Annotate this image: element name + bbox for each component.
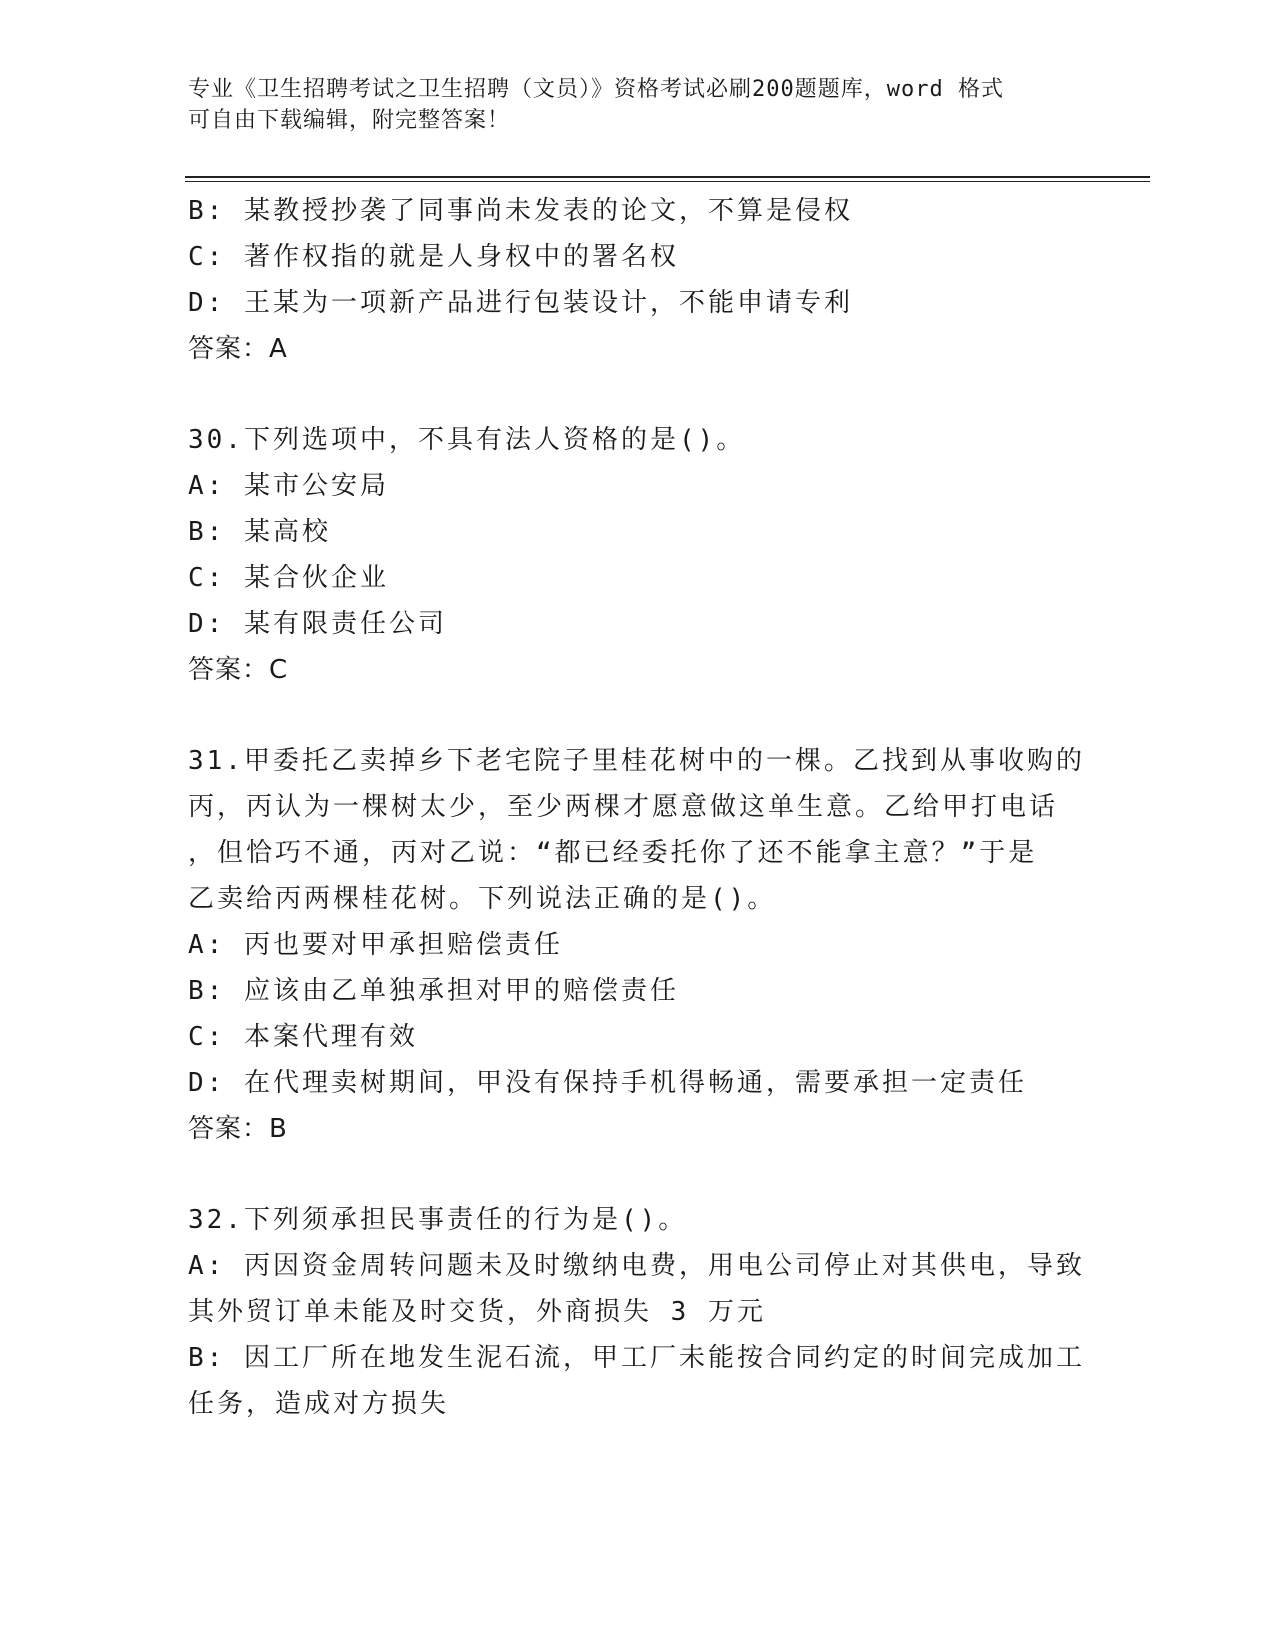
question-31 bbox=[188, 738, 1088, 1152]
option-b: B: 某高校 bbox=[188, 517, 331, 547]
question-stem-line: 乙卖给丙两棵桂花树。下列说法正确的是()。 bbox=[188, 884, 777, 914]
option-b: B: 某教授抄袭了同事尚未发表的论文，不算是侵权 bbox=[188, 196, 853, 226]
header-line-2: 可自由下载编辑，附完整答案！ bbox=[188, 108, 511, 133]
option-a: A: 丙也要对甲承担赔偿责任 bbox=[188, 930, 563, 960]
question-stem-line: ，但恰巧不通，丙对乙说：“都已经委托你了还不能拿主意？”于是 bbox=[188, 838, 1038, 868]
answer-label: 答案：A bbox=[188, 334, 288, 364]
header-line-1: 专业《卫生招聘考试之卫生招聘（文员）》资格考试必刷200题题库，word 格式 bbox=[188, 77, 1004, 102]
spacer bbox=[188, 372, 1088, 417]
answer-label: 答案：C bbox=[188, 655, 289, 685]
spacer bbox=[188, 693, 1088, 738]
header-divider-thin bbox=[185, 181, 1150, 182]
question-stem: 30.下列选项中，不具有法人资格的是()。 bbox=[188, 425, 746, 455]
option-c: C: 某合伙企业 bbox=[188, 563, 389, 593]
option-c: C: 著作权指的就是人身权中的署名权 bbox=[188, 242, 679, 272]
header-divider bbox=[185, 176, 1150, 178]
option-d: D: 某有限责任公司 bbox=[188, 609, 447, 639]
question-stem-line: 丙，丙认为一棵树太少，至少两棵才愿意做这单生意。乙给甲打电话 bbox=[188, 792, 1059, 822]
question-stem-line: 31.甲委托乙卖掉乡下老宅院子里桂花树中的一棵。乙找到从事收购的 bbox=[188, 746, 1085, 776]
question-32 bbox=[188, 1197, 1088, 1427]
option-a: A: 某市公安局 bbox=[188, 471, 389, 501]
option-a: A: 丙因资金周转问题未及时缴纳电费，用电公司停止对其供电，导致 bbox=[188, 1251, 1085, 1281]
option-b: B: 因工厂所在地发生泥石流，甲工厂未能按合同约定的时间完成加工 bbox=[188, 1343, 1085, 1373]
question-content bbox=[188, 188, 1088, 1427]
answer-label: 答案：B bbox=[188, 1114, 288, 1144]
spacer bbox=[188, 1152, 1088, 1197]
document-header bbox=[188, 74, 1088, 136]
option-a-continued: 其外贸订单未能及时交货，外商损失 3 万元 bbox=[188, 1297, 766, 1327]
question-stem: 32.下列须承担民事责任的行为是()。 bbox=[188, 1205, 688, 1235]
question-30 bbox=[188, 417, 1088, 693]
option-b-continued: 任务，造成对方损失 bbox=[188, 1389, 450, 1419]
option-b: B: 应该由乙单独承担对甲的赔偿责任 bbox=[188, 976, 679, 1006]
prev-question-block bbox=[188, 188, 1088, 372]
option-c: C: 本案代理有效 bbox=[188, 1022, 418, 1052]
option-d: D: 在代理卖树期间，甲没有保持手机得畅通，需要承担一定责任 bbox=[188, 1068, 1027, 1098]
option-d: D: 王某为一项新产品进行包装设计，不能申请专利 bbox=[188, 288, 853, 318]
